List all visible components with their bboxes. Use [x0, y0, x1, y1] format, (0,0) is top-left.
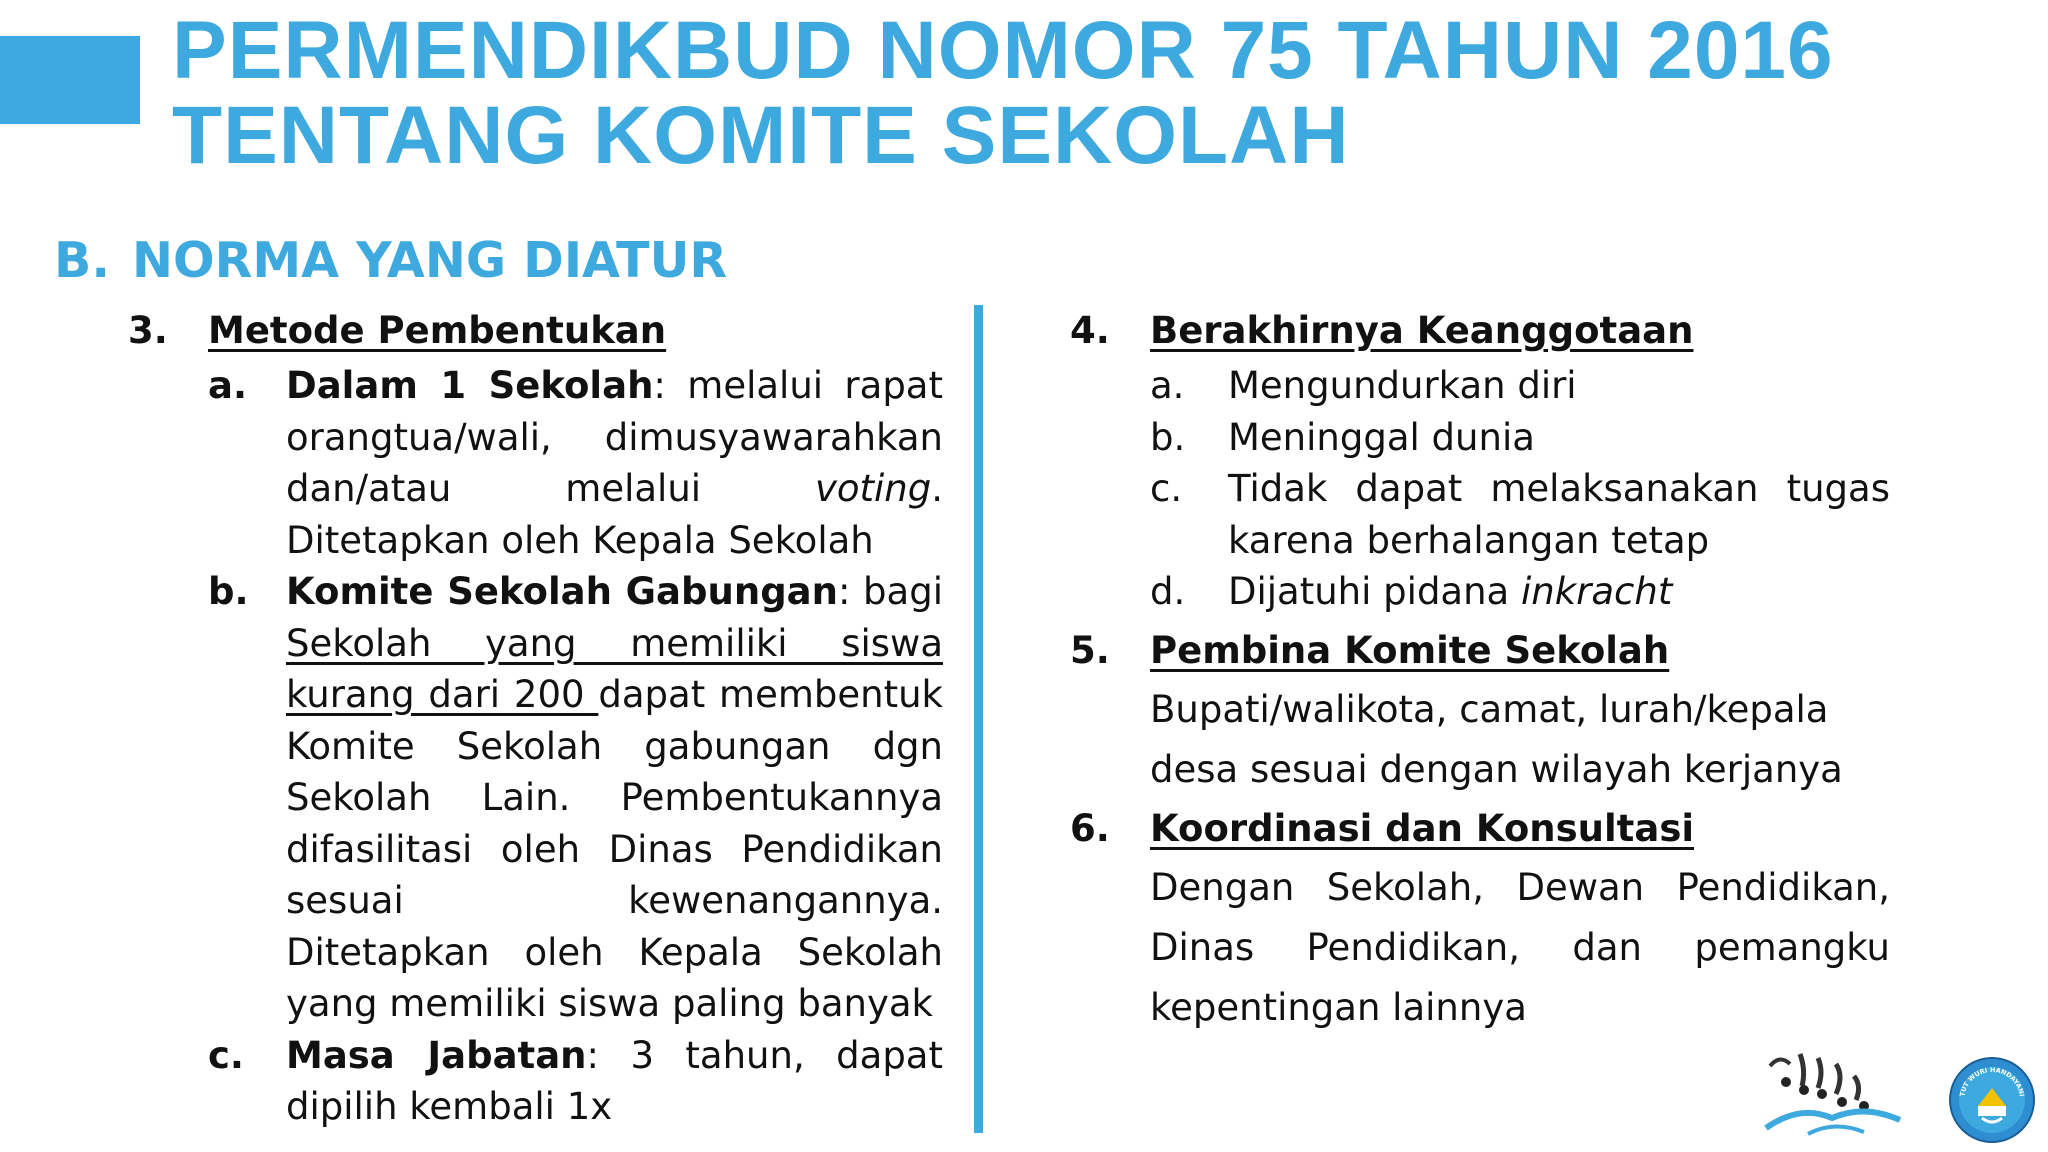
column-divider [974, 305, 983, 1133]
item-6-body: Dengan Sekolah, Dewan Pendidikan, Dinas Pendidikan, dan pemangku kepentingan lainnya [1150, 865, 1890, 1029]
sub-item-text: : melalui rapat orangtua/wali, dimusyawarahkan dan/atau melalui [286, 364, 943, 510]
list-item-letter: b. [1150, 415, 1186, 459]
item-5-body: Bupati/walikota, camat, lurah/kepala desa sesuai dengan wilayah kerjanya [1150, 687, 1843, 791]
slide-title [172, 5, 1834, 181]
sub-item-letter: b. [208, 570, 249, 613]
list-item-text: Mengundurkan diri [1228, 364, 1577, 407]
title-accent-block [0, 36, 140, 124]
sub-item-letter: a. [208, 364, 248, 407]
list-item-letter: d. [1150, 570, 1186, 613]
tut-wuri-handayani-logo [1760, 1046, 1910, 1138]
item-4-heading [1070, 302, 1890, 360]
list-item [1070, 463, 1890, 566]
list-item [1070, 566, 1890, 618]
sub-item-text-after: : 3 tahun, dapat dipilih kembali 1x [286, 1033, 943, 1128]
section-label: NORMA YANG DIATUR [132, 232, 728, 289]
list-item [1070, 360, 1890, 412]
item-number: 3. [128, 309, 168, 352]
left-column [128, 302, 943, 1133]
title-line-1: PERMENDIKBUD NOMOR 75 TAHUN 2016 [172, 5, 1834, 96]
section-heading [54, 232, 727, 289]
list-item-text: Dijatuhi pidana [1228, 570, 1521, 613]
item-number: 4. [1070, 309, 1110, 352]
list-item-letter: c. [1150, 467, 1183, 510]
sub-item-italic: voting [814, 467, 932, 510]
list-item [1070, 412, 1890, 464]
item-heading-text: Berakhirnya Keanggotaan [1150, 309, 1694, 352]
list-item-text: Tidak dapat melaksanakan tugas karena berhalangan tetap [1228, 467, 1890, 562]
emblem-text: TUT WURI HANDAYANI [1958, 1065, 2026, 1098]
list-item-italic: inkracht [1520, 570, 1673, 613]
item-3-heading [128, 302, 943, 360]
sub-item-underlined: Sekolah yang memiliki siswa kurang dari 200 [286, 621, 943, 716]
sub-item-text-after: dapat membentuk Komite Sekolah gabungan dgn Sekolah Lain. Pembentukannya difasilitasi oleh Dinas Pendidikan sesuai kewenangannya. Ditetapkan oleh Kepala Sekolah yang memiliki siswa paling banyak [286, 673, 943, 1025]
sub-item-text: : bagi [837, 570, 943, 613]
item-number: 6. [1070, 806, 1110, 850]
sub-item-term: Komite Sekolah Gabungan [286, 570, 838, 613]
sub-item-letter: c. [208, 1033, 244, 1077]
title-line-2: TENTANG KOMITE SEKOLAH [172, 90, 1350, 181]
item-number: 5. [1070, 628, 1110, 672]
list-item-letter: a. [1150, 364, 1185, 407]
sub-item-term: Dalam 1 Sekolah [286, 364, 654, 407]
section-letter: B. [54, 232, 110, 289]
sub-item-b [128, 566, 943, 1030]
item-5-heading [1070, 622, 1890, 680]
kemendikbud-emblem [1948, 1056, 2036, 1144]
sub-item-c [128, 1030, 943, 1133]
sub-item-a [128, 360, 943, 566]
sub-item-text-after: . Ditetapkan oleh Kepala Sekolah [286, 467, 943, 562]
list-item-text: Meninggal dunia [1228, 415, 1535, 459]
item-heading-text: Koordinasi dan Konsultasi [1150, 806, 1695, 850]
item-heading-text: Pembina Komite Sekolah [1150, 628, 1670, 672]
item-6-heading [1070, 800, 1890, 858]
item-heading-text: Metode Pembentukan [208, 309, 667, 352]
sub-item-term: Masa Jabatan [286, 1033, 587, 1077]
right-column [1070, 302, 1890, 1038]
